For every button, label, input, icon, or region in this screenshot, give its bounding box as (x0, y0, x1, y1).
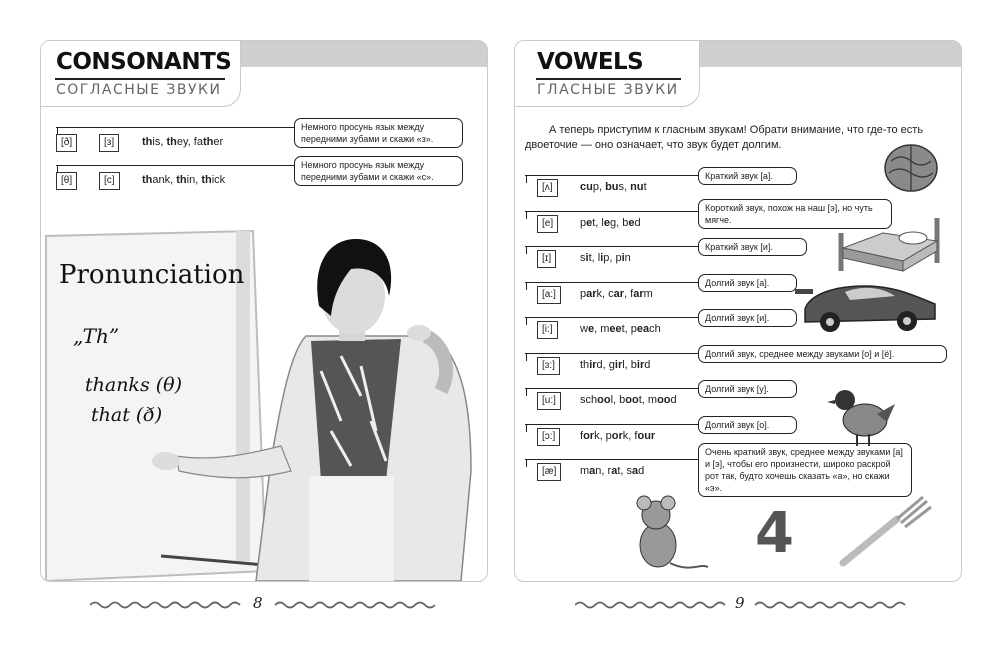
note-bubble: Долгий звук [и]. (698, 309, 797, 327)
note-bubble: Краткий звук [и]. (698, 238, 807, 256)
example-words: fork, pork, four (580, 430, 656, 442)
note-bubble: Краткий звук [а]. (698, 167, 797, 185)
left-page (40, 40, 488, 582)
mouse-icon (620, 493, 710, 575)
note-bubble: Короткий звук, похож на наш [э], но чуть мягче. (698, 199, 892, 229)
note-bubble: Долгий звук, среднее между звуками [о] и [ё]. (698, 345, 947, 363)
example-words: cup, bus, nut (580, 181, 647, 193)
symbol-box: [θ] (56, 172, 77, 190)
symbol-box: [ð] (56, 134, 77, 152)
number-four-picture: 4 (755, 501, 794, 566)
left-subtitle: СОГЛАСНЫЕ ЗВУКИ (56, 82, 222, 98)
symbol-box: [ɪ] (537, 250, 556, 268)
example-words: school, boot, mood (580, 394, 677, 406)
page-number-right: 9 (735, 594, 745, 612)
left-wave-decoration (90, 597, 440, 613)
teacher-illustration (41, 221, 487, 581)
example-words: thank, thin, thick (142, 174, 226, 186)
bird-icon (827, 384, 897, 449)
note-bubble: Долгий звук [у]. (698, 380, 797, 398)
example-words: man, rat, sad (580, 465, 645, 477)
svg-text:that (ð): that (ð) (91, 404, 163, 426)
svg-text:„Th”: „Th” (73, 324, 120, 348)
example-words: third, girl, bird (580, 359, 651, 371)
car-icon (795, 274, 945, 339)
note-bubble: Долгий звук [о]. (698, 416, 797, 434)
symbol-box: [e] (537, 215, 558, 233)
walnut-icon (883, 141, 939, 193)
intro-paragraph: А теперь приступим к гласным звукам! Обрати внимание, что где-то есть двоеточие — оно означает, что звук будет долгим. (525, 124, 924, 151)
right-wave-decoration (575, 597, 915, 613)
symbol-box: [æ] (537, 463, 561, 481)
fork-icon (835, 491, 935, 571)
right-subtitle: ГЛАСНЫЕ ЗВУКИ (537, 82, 679, 98)
example-words: we, meet, peach (580, 323, 661, 335)
svg-text:thanks (θ): thanks (θ) (85, 374, 183, 396)
note-bubble: Немного просунь язык между передними зубами и скажи «с». (294, 156, 463, 186)
right-page (514, 40, 962, 582)
note-bubble: Немного просунь язык между передними зубами и скажи «з». (294, 118, 463, 148)
example-words: sit, lip, pin (580, 252, 631, 264)
symbol-box: [ɜ:] (537, 357, 560, 375)
bed-icon (833, 213, 945, 273)
example-words: pet, leg, bed (580, 217, 641, 229)
symbol-box: [ɔ:] (537, 428, 560, 446)
symbol-box: [a:] (537, 286, 561, 304)
example-words: park, car, farm (580, 288, 653, 300)
example-words: this, they, father (142, 136, 224, 148)
symbol-box: [з] (99, 134, 119, 152)
note-bubble: Долгий звук [а]. (698, 274, 797, 292)
symbol-box: [i:] (537, 321, 558, 339)
left-title: CONSONANTS (56, 49, 232, 75)
note-bubble: Очень краткий звук, среднее между звуками [а] и [э], чтобы его произнести, широко раскрой рот так, будто хочешь сказать «а», но скажи «э». (698, 443, 912, 497)
board-title: Pronunciation (59, 260, 245, 290)
symbol-box: [u:] (537, 392, 561, 410)
page-number-left: 8 (253, 594, 263, 612)
symbol-box: [с] (99, 172, 120, 190)
symbol-box: [ʌ] (537, 179, 558, 197)
right-title: VOWELS (537, 49, 644, 75)
